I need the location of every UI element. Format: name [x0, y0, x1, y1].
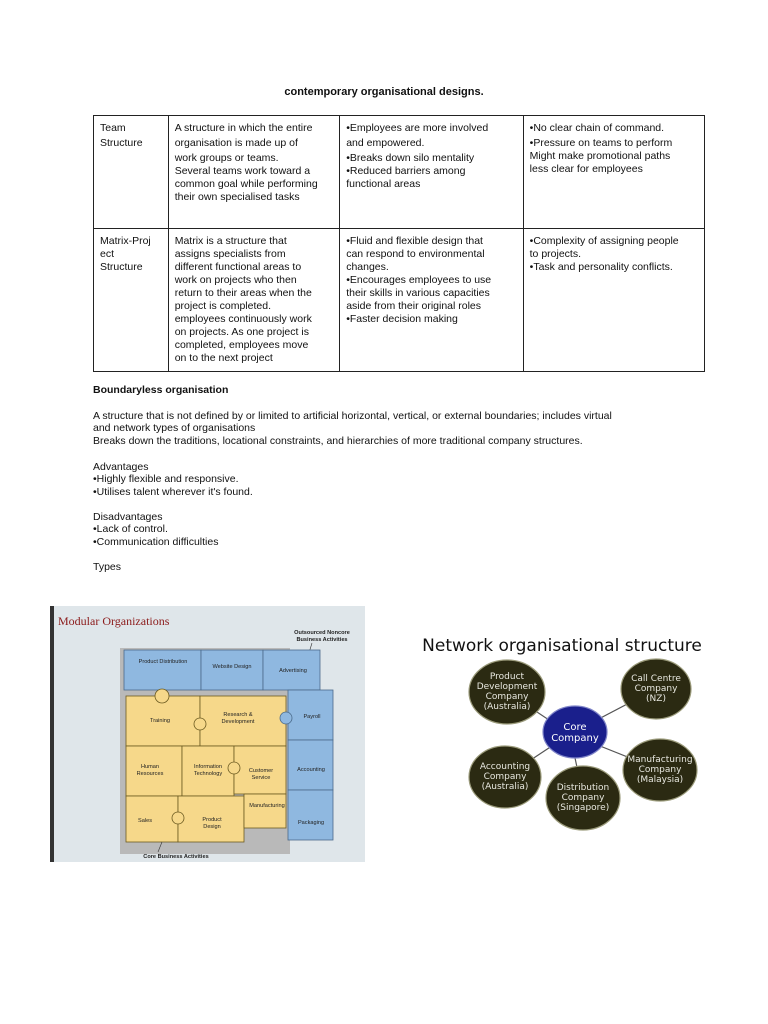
network-title: Network organisational structure — [422, 636, 702, 656]
node-label: (Australia) — [481, 782, 529, 792]
node-label: (NZ) — [646, 694, 666, 704]
network-structure-figure — [410, 626, 715, 840]
text-line: less clear for employees — [529, 163, 643, 175]
piece-label: Payroll — [303, 714, 321, 720]
piece-label: Product Distribution — [138, 659, 188, 665]
disadvantage-item: •Communication difficulties — [93, 536, 219, 548]
cell-description — [168, 229, 340, 372]
text-line: can respond to environmental — [346, 248, 485, 260]
cell-description — [168, 116, 340, 229]
text-line: A structure in which the entire — [174, 122, 313, 134]
piece-manufacturing — [244, 794, 286, 828]
text-line: Matrix is a structure that — [174, 235, 287, 247]
piece-label: Resources — [136, 771, 164, 777]
piece-label: Website Design — [212, 664, 252, 670]
cell-advantages — [340, 229, 523, 372]
outsourced-label: Outsourced Noncore — [294, 630, 350, 636]
text-line: •Fluid and flexible design that — [346, 235, 483, 247]
piece-label: Technology — [193, 771, 223, 777]
node-label: Company — [551, 733, 599, 744]
text-line: Several teams work toward a — [174, 165, 311, 177]
boundaryless-heading: Boundaryless organisation — [93, 384, 229, 396]
page-title: contemporary organisational designs. — [284, 86, 484, 98]
node-label: (Singapore) — [556, 803, 610, 813]
network-diagram — [410, 626, 715, 840]
piece-label: Customer — [248, 768, 274, 774]
piece-label: Packaging — [297, 820, 325, 826]
text-line: employees continuously work — [174, 313, 312, 325]
piece-label: Information — [194, 764, 222, 770]
piece-label: Manufacturing — [249, 803, 285, 809]
puzzle-knob — [172, 812, 184, 824]
node-label: Core — [563, 722, 587, 733]
core-label: Core Business Activities — [143, 854, 209, 860]
cell-structure-name — [94, 229, 169, 372]
piece-product-distribution — [124, 650, 201, 690]
table-row — [94, 116, 705, 229]
modular-title: Modular Organizations — [58, 614, 170, 628]
boundaryless-definition-line: Breaks down the traditions, locational constraints, and hierarchies of more traditional company structures. — [93, 435, 583, 447]
text-line: Structure — [100, 261, 143, 273]
node-label: (Malaysia) — [636, 775, 684, 785]
text-line: work on projects who then — [174, 274, 297, 286]
node-label: Manufacturing — [627, 755, 693, 765]
text-line: on to the next project — [174, 352, 273, 364]
piece-label: Design — [203, 824, 221, 830]
advantage-item: •Utilises talent wherever it's found. — [93, 486, 253, 498]
text-line: •Encourages employees to use — [346, 274, 492, 286]
boundaryless-definition-line: A structure that is not defined by or limited to artificial horizontal, vertical, or external boundaries; includes virtual — [93, 410, 612, 422]
node-label: Company — [638, 765, 682, 775]
text-line: completed, employees move — [174, 339, 309, 351]
piece-sales — [126, 796, 178, 842]
text-line: •Breaks down silo mentality — [346, 152, 475, 164]
piece-accounting — [288, 740, 333, 790]
outsourced-label: Business Activities — [296, 637, 348, 643]
piece-label: Service — [251, 775, 271, 781]
text-line: different functional areas to — [174, 261, 302, 273]
text-line: •Complexity of assigning people — [529, 235, 679, 247]
piece-website-design — [201, 650, 263, 690]
text-line: their own specialised tasks — [174, 191, 300, 203]
node-label: Company — [561, 793, 605, 803]
piece-label: Sales — [138, 818, 152, 824]
cell-disadvantages — [523, 116, 704, 229]
node-label: Development — [476, 682, 538, 692]
puzzle-knob — [194, 718, 206, 730]
cell-advantages — [340, 116, 523, 229]
advantage-item: •Highly flexible and responsive. — [93, 473, 239, 485]
text-line: assigns specialists from — [174, 248, 286, 260]
node-label: Company — [483, 772, 527, 782]
piece-label: Human — [140, 764, 160, 770]
disadvantage-item: •Lack of control. — [93, 523, 168, 535]
text-line: common goal while performing — [174, 178, 318, 190]
cell-structure-name — [94, 116, 169, 229]
text-line: ect — [100, 248, 115, 260]
table-row — [94, 229, 705, 372]
text-line: •Employees are more involved — [346, 122, 489, 134]
node-label: Call Centre — [631, 674, 681, 684]
puzzle-knob — [228, 762, 240, 774]
advantages-heading: Advantages — [93, 461, 149, 473]
text-line: •Task and personality conflicts. — [529, 261, 673, 273]
puzzle-knob — [280, 712, 292, 724]
node-label: Accounting — [479, 762, 531, 772]
node-label: Product — [489, 672, 525, 682]
text-line: functional areas — [346, 178, 421, 190]
text-line: organisation is made up of — [174, 137, 298, 149]
cell-disadvantages — [523, 229, 704, 372]
text-line: and empowered. — [346, 137, 425, 149]
text-line: return to their areas when the — [174, 287, 312, 299]
piece-packaging — [288, 790, 333, 840]
piece-label: Research & — [223, 712, 253, 718]
modular-diagram — [50, 606, 365, 862]
piece-label: Development — [221, 719, 255, 725]
boundaryless-definition-line: and network types of organisations — [93, 422, 256, 434]
piece-label: Training — [149, 718, 171, 724]
text-line: their skills in various capacities — [346, 287, 490, 299]
text-line: aside from their original roles — [346, 300, 482, 312]
designs-table — [93, 115, 705, 372]
text-line: •Reduced barriers among — [346, 165, 466, 177]
text-line: Might make promotional paths — [529, 150, 671, 162]
text-line: changes. — [346, 261, 389, 273]
piece-label: Accounting — [297, 767, 325, 773]
text-line: to projects. — [529, 248, 581, 260]
disadvantages-heading: Disadvantages — [93, 511, 163, 523]
text-line: work groups or teams. — [174, 152, 279, 164]
modular-organizations-figure — [50, 606, 365, 862]
text-line: project is completed. — [174, 300, 271, 312]
text-line: Structure — [100, 137, 143, 149]
piece-label: Product — [202, 817, 222, 823]
text-line: Matrix-Proj — [100, 235, 151, 247]
node-label: (Australia) — [483, 702, 531, 712]
types-heading: Types — [93, 561, 122, 573]
node-label: Company — [485, 692, 529, 702]
text-line: •No clear chain of command. — [529, 122, 665, 134]
text-line: on projects. As one project is — [174, 326, 309, 338]
node-label: Distribution — [556, 783, 610, 793]
piece-label: Advertising — [279, 668, 307, 674]
node-label: Company — [634, 684, 678, 694]
text-line: Team — [100, 122, 126, 134]
puzzle-knob — [155, 689, 169, 703]
text-line: •Faster decision making — [346, 313, 458, 325]
text-line: •Pressure on teams to perform — [529, 137, 673, 149]
